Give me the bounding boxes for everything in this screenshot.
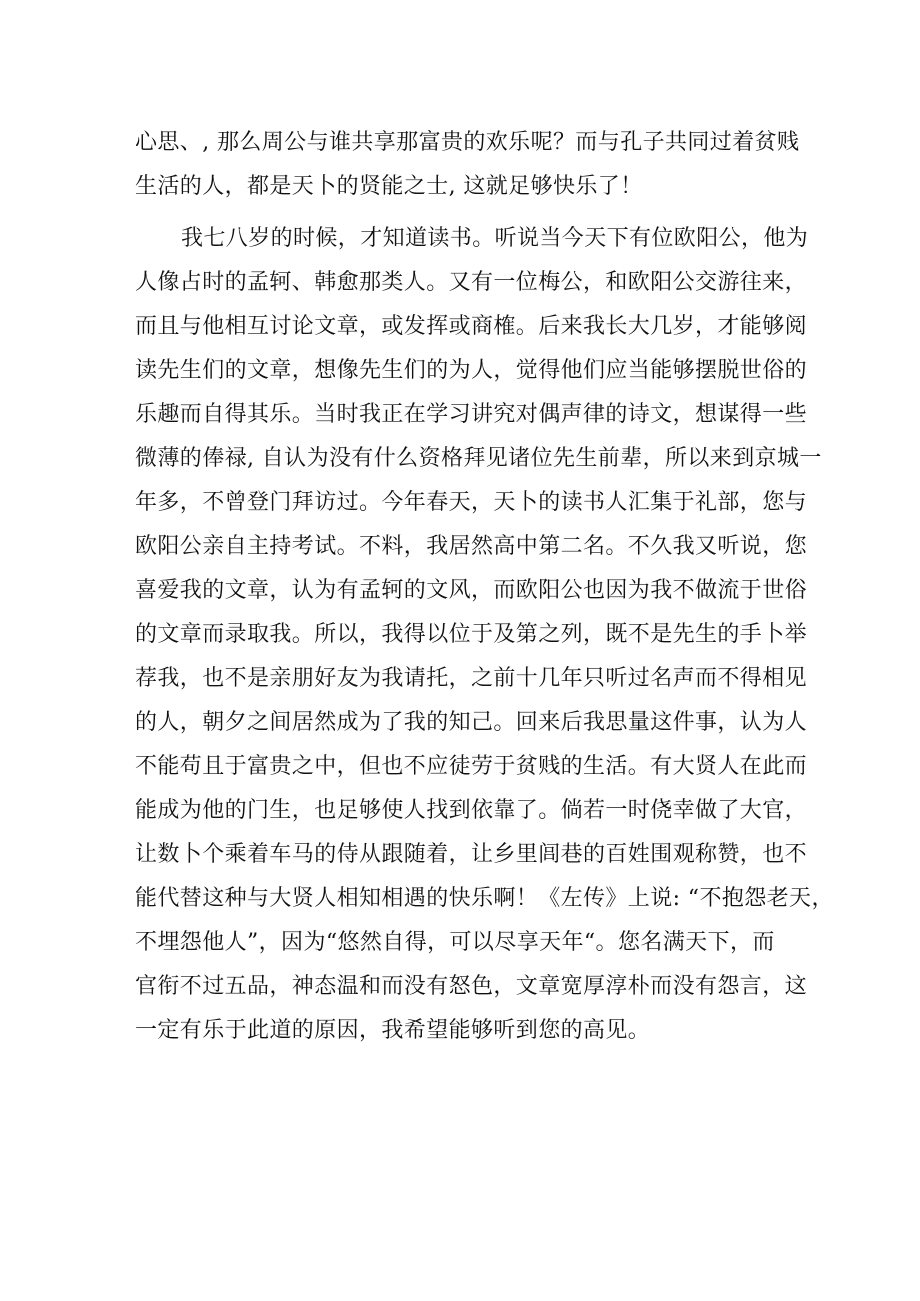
text-line: 喜爱我的文章，认为有孟轲的文风，而欧阳公也因为我不做流于世俗 [135, 578, 808, 603]
text-line: 欧阳公亲自主持考试。不料，我居然高中第二名。不久我又听说，您 [135, 534, 808, 559]
text-line: 能代替这种与大贤人相知相遇的快乐啊！《左传》上说: “不抱怨老天， [135, 886, 834, 911]
paragraph-1 [135, 121, 800, 209]
text-line: 的人，朝夕之间居然成为了我的知己。回来后我思量这件事，认为人 [135, 710, 808, 735]
text-line: 荐我，也不是亲朋好友为我请托，之前十几年只听过名声而不得相见 [135, 666, 808, 691]
text-line: 一定有乐于此道的原因，我希望能够听到您的高见。 [135, 1018, 651, 1043]
text-line: 而且与他相互讨论文章，或发挥或商榷。后来我长大几岁，才能够阅 [135, 314, 808, 339]
text-line: 读先生们的文章，想像先生们的为人，觉得他们应当能够摆脱世俗的 [135, 358, 808, 383]
text-line: 官衔不过五品，神态温和而没有怒色，文章宽厚淳朴而没有怨言，这 [135, 974, 808, 999]
text-line: 的文章而录取我。所以，我得以位于及第之列，既不是先生的手卜举 [135, 622, 808, 647]
text-line: 生活的人，都是天卜的贤能之士, 这就足够快乐了！ [135, 174, 643, 199]
text-line: 乐趣而自得其乐。当时我正在学习讲究对偶声律的诗文，想谋得一些 [135, 402, 808, 427]
text-line: 让数卜个乘着车马的侍从跟随着，让乡里闾巷的百姓围观称赞，也不 [135, 842, 808, 867]
text-line: 心思、, 那么周公与谁共享那富贵的欢乐呢？而与孔子共同过着贫贱 [135, 130, 800, 155]
text-line: 能成为他的门生，也足够使人找到依靠了。倘若一时侥幸做了大官， [135, 798, 808, 823]
paragraph-2 [135, 217, 834, 1053]
text-line: 不能苟且于富贵之中，但也不应徒劳于贫贱的生活。有大贤人在此而 [135, 754, 808, 779]
text-line: 人像占时的孟轲、韩愈那类人。又有一位梅公，和欧阳公交游往来， [135, 270, 808, 295]
paragraph-spacer [135, 209, 795, 217]
body-text [135, 121, 834, 1053]
text-line: 年多，不曾登门拜访过。今年春天，天卜的读书人汇集于礼部，您与 [135, 490, 808, 515]
text-line: 微薄的俸禄, 自认为没有什么资格拜见诸位先生前辈，所以来到京城一 [135, 446, 822, 471]
text-line: 我七八岁的时候，才知道读书。听说当今天下有位欧阳公，他为 [181, 226, 809, 251]
text-line: 不埋怨他人”，因为“悠然自得，可以尽享天年“。您名满天下，而 [135, 930, 775, 955]
